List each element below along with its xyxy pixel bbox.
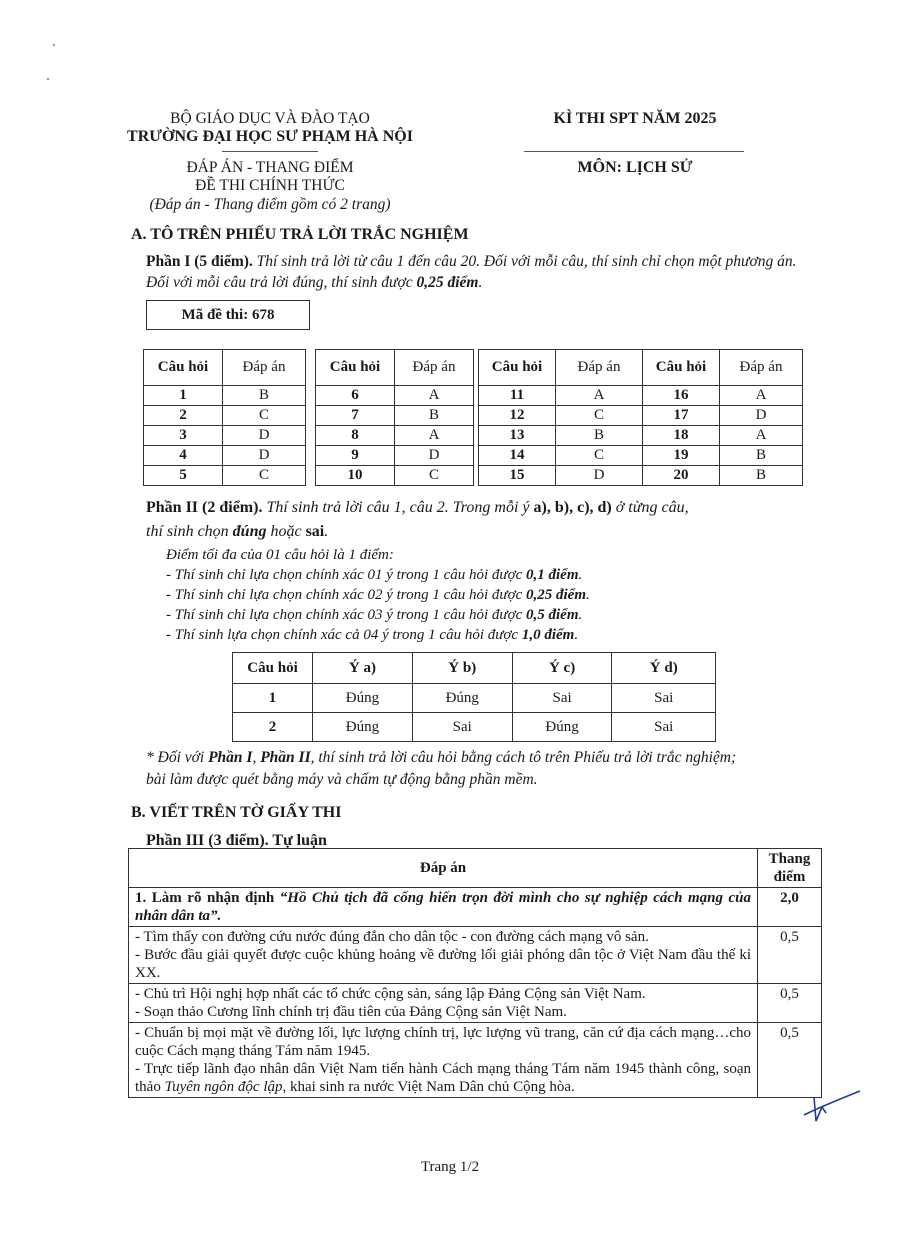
note-line2: bài làm được quét bằng máy và chấm tự động bằng phần mềm. — [146, 771, 538, 788]
essay-col-score — [758, 849, 822, 888]
tf-header-cell: Câu hỏi — [233, 653, 313, 684]
mc-row — [479, 406, 643, 426]
rule-score: 0,25 điểm — [526, 587, 587, 603]
mc-table-3 — [478, 349, 643, 486]
scoring-rule: - Thí sinh chỉ lựa chọn chính xác 02 ý trong 1 câu hỏi được 0,25 điểm. — [166, 587, 590, 603]
mc-row — [316, 386, 474, 406]
tf-answer-table — [232, 652, 716, 742]
essay-row — [129, 984, 822, 1023]
tf-question-number: 2 — [233, 713, 313, 742]
tf-header-cell: Ý d) — [612, 653, 716, 684]
question-number: 11 — [479, 386, 556, 406]
tf-answer-cell: Sai — [512, 684, 612, 713]
answer-letter: B — [223, 386, 306, 406]
q1-score: 2,0 — [758, 888, 822, 927]
mc-col-question: Câu hỏi — [144, 350, 223, 386]
note-rest: , thí sinh trả lời câu hỏi bằng cách tô trên Phiếu trả lời trắc nghiệm; — [310, 749, 737, 766]
mc-row — [316, 446, 474, 466]
part1-text: Thí sinh trả lời từ câu 1 đến câu 20. Đối với mỗi câu, thí sinh chỉ chọn một phương án. Đối với mỗi câu trả lời đúng, thí sinh được — [146, 253, 797, 291]
note-star: * Đối với — [146, 749, 209, 766]
university-name: TRƯỜNG ĐẠI HỌC SƯ PHẠM HÀ NỘI — [127, 128, 413, 145]
answer-letter: A — [556, 386, 643, 406]
question-number: 13 — [479, 426, 556, 446]
answer-letter: C — [556, 446, 643, 466]
page-number: Trang 1/2 — [420, 1159, 480, 1175]
rule-text: - Thí sinh lựa chọn chính xác cả 04 ý trong 1 câu hỏi được — [166, 627, 522, 643]
question-number: 7 — [316, 406, 395, 426]
mc-col-answer: Đáp án — [556, 350, 643, 386]
answer-letter: A — [395, 386, 474, 406]
rule-text: - Thí sinh chỉ lựa chọn chính xác 03 ý trong 1 câu hỏi được — [166, 607, 527, 623]
question-number: 2 — [144, 406, 223, 426]
part1-end: . — [478, 274, 483, 291]
mc-row — [479, 426, 643, 446]
mc-row — [479, 446, 643, 466]
row3-line2a: - Trực tiếp lãnh đạo nhân dân Việt Nam tiến hành Cách mạng tháng Tám năm 1945 thành công, soạn thảo — [135, 1061, 752, 1095]
essay-answer-table — [128, 848, 822, 1098]
auto-grading-note — [146, 747, 816, 791]
q1-quote: “Hồ Chủ tịch đã cống hiến trọn đời mình cho sự nghiệp cách mạng của nhân dân ta”. — [135, 890, 751, 924]
section-b-title: B. VIẾT TRÊN TỜ GIẤY THI — [131, 804, 342, 821]
tf-answer-cell: Đúng — [512, 713, 612, 742]
scoring-rule: - Thí sinh chỉ lựa chọn chính xác 01 ý trong 1 câu hỏi được 0,1 điểm. — [166, 567, 583, 583]
tf-header-cell: Ý b) — [412, 653, 512, 684]
part2-text-3: thí sinh chọn — [146, 523, 233, 540]
answer-letter: A — [395, 426, 474, 446]
question-number: 5 — [144, 466, 223, 486]
essay-row-content — [129, 984, 758, 1023]
tf-answer-cell: Sai — [612, 713, 716, 742]
mc-row — [643, 406, 803, 426]
score-header-1: Thang — [768, 851, 811, 867]
row3-line1: - Chuẩn bị mọi mặt về đường lối, lực lượng chính trị, lực lượng vũ trang, căn cứ địa cách mạng…cho cuộc Cách mạng tháng Tám năm 1945. — [135, 1025, 752, 1059]
answer-letter: D — [556, 466, 643, 486]
question-number: 6 — [316, 386, 395, 406]
question-number: 3 — [144, 426, 223, 446]
tf-answer-cell: Đúng — [313, 684, 413, 713]
tf-header-cell: Ý a) — [313, 653, 413, 684]
essay-row-score: 0,5 — [758, 984, 822, 1023]
mc-row — [316, 466, 474, 486]
scan-speck — [53, 44, 55, 46]
row3-italic: Tuyên ngôn độc lập — [164, 1079, 283, 1095]
mc-col-answer: Đáp án — [223, 350, 306, 386]
scoring-rule: - Thí sinh chỉ lựa chọn chính xác 03 ý trong 1 câu hỏi được 0,5 điểm. — [166, 607, 583, 623]
mc-row — [316, 406, 474, 426]
signature-mark — [800, 1085, 864, 1125]
mc-col-answer: Đáp án — [395, 350, 474, 386]
mc-row — [643, 386, 803, 406]
part3-heading: Phần III (3 điểm). Tự luận — [146, 832, 327, 849]
mc-row — [479, 386, 643, 406]
header-rule-left — [222, 151, 318, 152]
mc-row — [144, 406, 306, 426]
mc-row — [144, 426, 306, 446]
part1-heading: Phần I (5 điểm). — [146, 253, 253, 270]
question-number: 8 — [316, 426, 395, 446]
scan-speck — [47, 78, 49, 80]
question-number: 10 — [316, 466, 395, 486]
answer-letter: C — [223, 406, 306, 426]
tf-answer-cell: Đúng — [313, 713, 413, 742]
part2-heading: Phần II (2 điểm). — [146, 499, 263, 516]
note-part1: Phần I — [208, 749, 253, 766]
answer-letter: A — [720, 386, 803, 406]
part2-false: sai — [305, 523, 325, 540]
part1-score: 0,25 điểm — [416, 274, 479, 291]
mc-col-question: Câu hỏi — [479, 350, 556, 386]
essay-question-1 — [129, 888, 758, 927]
essay-row — [129, 927, 822, 984]
mc-row — [316, 426, 474, 446]
answer-letter: D — [223, 426, 306, 446]
answer-letter: C — [556, 406, 643, 426]
answer-letter: C — [395, 466, 474, 486]
essay-row-score: 0,5 — [758, 927, 822, 984]
tf-answer-cell: Sai — [412, 713, 512, 742]
tf-answer-cell: Sai — [612, 684, 716, 713]
part2-text-1: Thí sinh trả lời câu 1, câu 2. Trong mỗi ý — [262, 499, 534, 516]
part2-or: hoặc — [266, 523, 306, 540]
answer-letter: C — [223, 466, 306, 486]
tf-row — [233, 713, 716, 742]
tf-answer-cell: Đúng — [412, 684, 512, 713]
score-header-2: điểm — [773, 869, 806, 885]
question-number: 12 — [479, 406, 556, 426]
tf-question-number: 1 — [233, 684, 313, 713]
question-number: 19 — [643, 446, 720, 466]
ministry-name: BỘ GIÁO DỤC VÀ ĐÀO TẠO — [170, 110, 370, 127]
question-number: 14 — [479, 446, 556, 466]
mc-row — [144, 446, 306, 466]
exam-title: KÌ THI SPT NĂM 2025 — [553, 110, 717, 127]
part2-true: đúng — [232, 523, 267, 540]
answer-letter: D — [395, 446, 474, 466]
rules-list — [166, 565, 590, 645]
essay-row-3 — [129, 1023, 758, 1098]
question-number: 17 — [643, 406, 720, 426]
answer-letter: D — [720, 406, 803, 426]
answer-letter: B — [720, 446, 803, 466]
row3-score: 0,5 — [758, 1023, 822, 1098]
question-number: 18 — [643, 426, 720, 446]
mc-col-question: Câu hỏi — [643, 350, 720, 386]
question-number: 4 — [144, 446, 223, 466]
tf-header-cell: Ý c) — [512, 653, 612, 684]
part2-options: a), b), c), d) — [533, 499, 612, 516]
mc-row — [144, 466, 306, 486]
header-doc-info — [100, 159, 440, 214]
rule-text: - Thí sinh chỉ lựa chọn chính xác 02 ý trong 1 câu hỏi được — [166, 587, 527, 603]
rule-text: - Thí sinh chỉ lựa chọn chính xác 01 ý trong 1 câu hỏi được — [166, 567, 527, 583]
mc-row — [479, 466, 643, 486]
rule-score: 0,5 điểm — [526, 607, 579, 623]
answer-letter: D — [223, 446, 306, 466]
answer-letter: B — [556, 426, 643, 446]
mc-col-question: Câu hỏi — [316, 350, 395, 386]
note-part2: Phần II — [260, 749, 311, 766]
part2-dot: . — [324, 523, 329, 540]
part2-text-2: ở từng câu, — [611, 499, 689, 516]
max-score-note: Điểm tối đa của 01 câu hỏi là 1 điểm: — [166, 547, 394, 563]
essay-col-answer: Đáp án — [129, 849, 758, 888]
answer-letter: A — [720, 426, 803, 446]
header-left — [100, 110, 440, 146]
q1-prefix: 1. Làm rõ nhận định — [135, 890, 280, 906]
question-number: 16 — [643, 386, 720, 406]
rule-score: 1,0 điểm — [521, 627, 575, 643]
essay-row-line: - Soạn thảo Cương lĩnh chính trị đầu tiên của Đảng Cộng sản Việt Nam. — [135, 1004, 567, 1020]
subject: MÔN: LỊCH SỬ — [577, 159, 693, 176]
part1-paragraph — [146, 251, 806, 293]
note-comma: , — [252, 749, 261, 766]
essay-row-content — [129, 927, 758, 984]
scoring-rules — [166, 545, 590, 645]
mc-table-2 — [315, 349, 474, 486]
question-number: 15 — [479, 466, 556, 486]
essay-row-line: - Tìm thấy con đường cứu nước đúng đắn cho dân tộc - con đường cách mạng vô sản. — [135, 929, 649, 945]
question-number: 9 — [316, 446, 395, 466]
question-number: 1 — [144, 386, 223, 406]
mc-row — [643, 466, 803, 486]
section-a-title: A. TÔ TRÊN PHIẾU TRẢ LỜI TRẮC NGHIỆM — [131, 226, 469, 243]
official-label: ĐỀ THI CHÍNH THỨC — [195, 177, 345, 194]
tf-row — [233, 684, 716, 713]
answer-letter: B — [395, 406, 474, 426]
mc-row — [643, 446, 803, 466]
question-number: 20 — [643, 466, 720, 486]
exam-code-box: Mã đề thi: 678 — [146, 300, 310, 330]
doc-type: ĐÁP ÁN - THANG ĐIỂM — [186, 159, 354, 176]
mc-col-answer: Đáp án — [720, 350, 803, 386]
essay-row-line: - Bước đầu giải quyết được cuộc khủng hoảng về đường lối giải phóng dân tộc ở Việt Nam đầu thế kỉ XX. — [135, 947, 752, 981]
rule-score: 0,1 điểm — [526, 567, 579, 583]
scoring-rule: - Thí sinh lựa chọn chính xác cả 04 ý trong 1 câu hỏi được 1,0 điểm. — [166, 627, 579, 643]
row3-line2b: , khai sinh ra nước Việt Nam Dân chủ Cộng hòa. — [282, 1079, 575, 1095]
part2-paragraph — [146, 496, 816, 544]
essay-row-line: - Chủ trì Hội nghị hợp nhất các tổ chức cộng sản, sáng lập Đảng Cộng sản Việt Nam. — [135, 986, 646, 1002]
pages-note: (Đáp án - Thang điểm gồm có 2 trang) — [149, 196, 391, 213]
mc-row — [144, 386, 306, 406]
header-rule-right — [524, 151, 744, 152]
mc-table-1 — [143, 349, 306, 486]
mc-row — [643, 426, 803, 446]
row3-line2 — [135, 1060, 751, 1096]
answer-letter: B — [720, 466, 803, 486]
mc-table-4 — [642, 349, 803, 486]
